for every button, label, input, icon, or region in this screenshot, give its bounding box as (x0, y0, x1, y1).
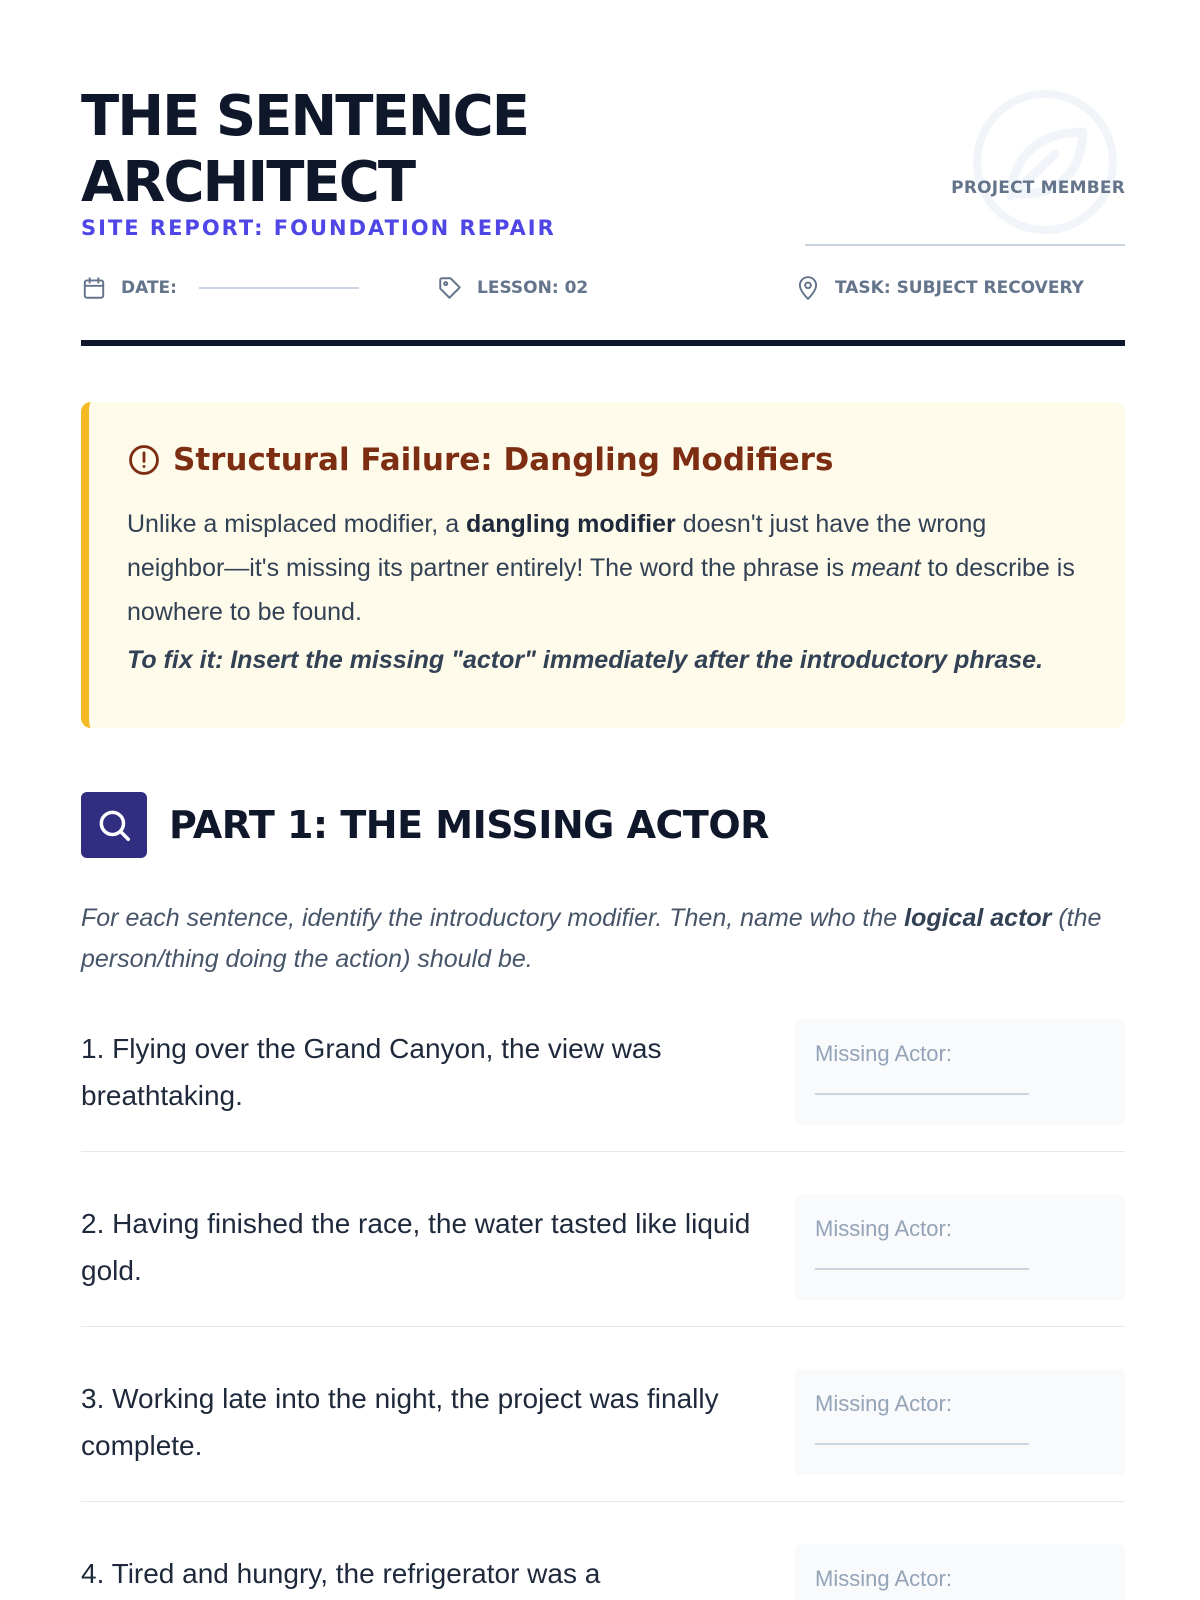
exercise-item (81, 1369, 1125, 1544)
page-subtitle: SITE REPORT: FOUNDATION REPAIR (81, 216, 556, 240)
missing-actor-label: Missing Actor: (815, 1566, 952, 1591)
part1-header (81, 792, 769, 858)
header-divider (81, 340, 1125, 346)
callout-header (127, 442, 833, 478)
callout-body-italic: meant (851, 554, 921, 582)
missing-actor-label: Missing Actor: (815, 1041, 952, 1066)
lesson-label: LESSON: 02 (477, 278, 589, 298)
exercise-item (81, 1194, 1125, 1369)
missing-actor-box[interactable] (795, 1369, 1125, 1475)
callout-body (127, 502, 1087, 634)
callout-body-text-1: Unlike a misplaced modifier, a (127, 510, 467, 538)
meta-task (795, 270, 1084, 306)
item-divider (81, 1501, 1125, 1502)
date-label: DATE: (121, 278, 177, 298)
callout-body-text-3: to describe is nowhere to be found. (127, 554, 1075, 626)
meta-lesson (437, 270, 588, 306)
exercise-sentence: 4. Tired and hungry, the refrigerator was a (81, 1558, 601, 1589)
missing-actor-box[interactable] (795, 1544, 1125, 1600)
exercise-sentence: 3. Working late into the night, the project was finally complete. (81, 1383, 719, 1461)
tag-icon (437, 275, 463, 301)
instructions-text-1: For each sentence, identify the introductory modifier. Then, name who the (81, 904, 905, 932)
part1-instructions (81, 898, 1125, 980)
missing-actor-label: Missing Actor: (815, 1216, 952, 1241)
meta-row (81, 270, 1125, 306)
search-icon (95, 806, 133, 844)
callout-title: Structural Failure: Dangling Modifiers (173, 442, 834, 478)
callout-body-text-2: doesn't just have the wrong neighbor—it's missing its partner entirely! The word the phrase is (127, 510, 987, 582)
callout-fix: To fix it: Insert the missing "actor" immediately after the introductory phrase. (127, 646, 1044, 674)
item-divider (81, 1326, 1125, 1327)
missing-actor-label: Missing Actor: (815, 1391, 952, 1416)
exercise-item (81, 1019, 1125, 1194)
project-member-label: PROJECT MEMBER (951, 178, 1125, 198)
missing-actor-box[interactable] (795, 1194, 1125, 1300)
part1-title: PART 1: THE MISSING ACTOR (169, 803, 769, 847)
meta-date (81, 270, 359, 306)
leaf-watermark-icon (971, 88, 1119, 236)
exercise-sentence: 2. Having finished the race, the water tasted like liquid gold. (81, 1208, 751, 1286)
task-label: TASK: SUBJECT RECOVERY (835, 278, 1084, 298)
project-member-line[interactable] (805, 244, 1125, 246)
part1-icon-box (81, 792, 147, 858)
missing-actor-line[interactable] (815, 1093, 1029, 1095)
exercise-item (81, 1544, 1125, 1600)
map-pin-icon (795, 275, 821, 301)
instructions-bold: logical actor (904, 904, 1052, 932)
calendar-icon (81, 275, 107, 301)
missing-actor-box[interactable] (795, 1019, 1125, 1125)
missing-actor-line[interactable] (815, 1443, 1029, 1445)
item-divider (81, 1151, 1125, 1152)
missing-actor-line[interactable] (815, 1268, 1029, 1270)
page-title (81, 84, 528, 216)
alert-circle-icon (127, 443, 161, 477)
exercise-sentence: 1. Flying over the Grand Canyon, the view was breathtaking. (81, 1033, 662, 1111)
project-member-field (805, 86, 1125, 246)
title-line-2: ARCHITECT (81, 150, 415, 215)
date-field-line[interactable] (199, 287, 359, 289)
title-line-1: THE SENTENCE (81, 84, 528, 149)
dangling-modifier-callout (81, 402, 1125, 728)
worksheet-page (81, 0, 1125, 1600)
callout-body-bold: dangling modifier (466, 510, 676, 538)
instructions-text-2: (the person/thing doing the action) should be. (81, 904, 1102, 973)
